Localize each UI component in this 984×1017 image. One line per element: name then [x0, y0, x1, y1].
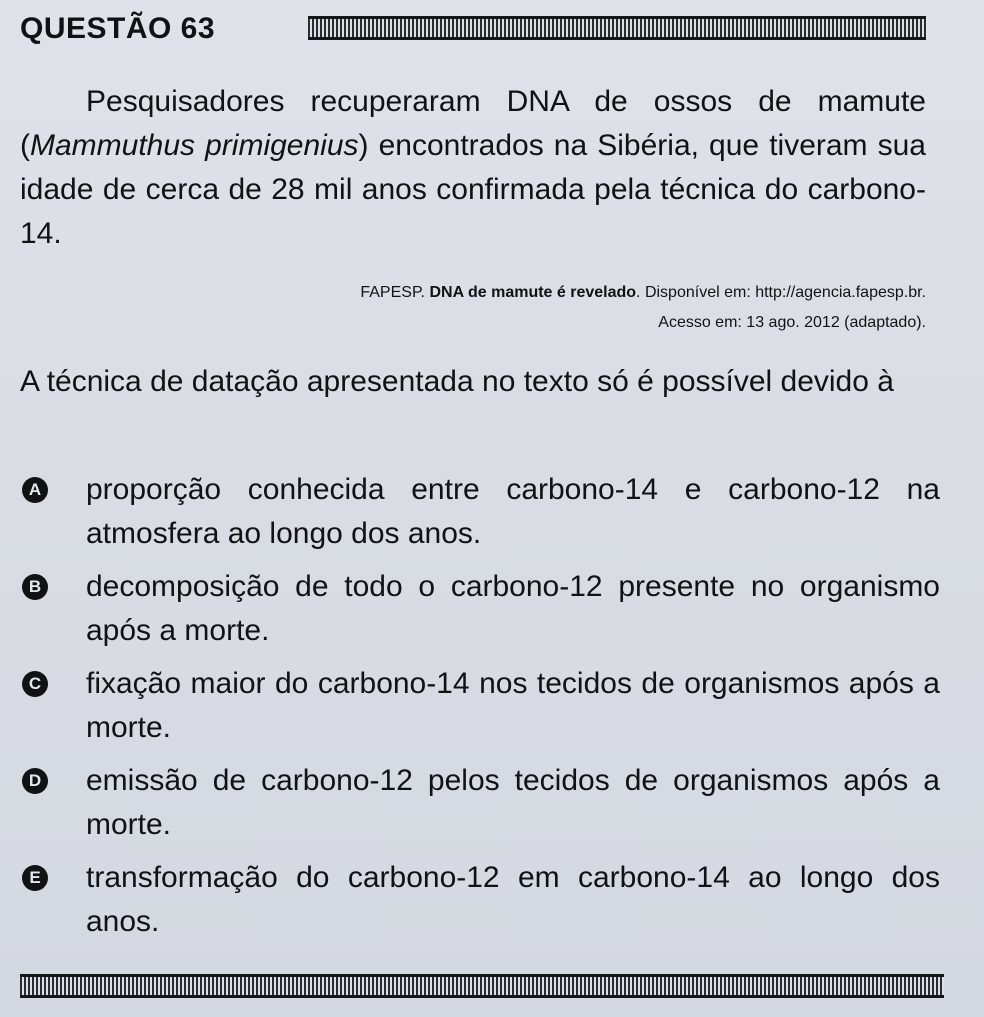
source-available: . Disponível em: http://agencia.fapesp.br. [636, 284, 926, 301]
intro-paragraph [20, 80, 926, 256]
answer-options [20, 468, 940, 953]
intro-text-start: Pesquisadores recuperaram DNA de ossos de mamute ( [20, 85, 926, 162]
footer-rule [20, 974, 944, 998]
question-stem: A técnica de datação apresentada no texto só é possível devido à [20, 365, 894, 398]
option-c-text: fixação maior do carbono-14 nos tecidos de organismos após a morte. [86, 667, 940, 744]
source-access: Acesso em: 13 ago. 2012 (adaptado). [658, 314, 926, 331]
question-header [20, 8, 930, 52]
option-a[interactable] [20, 468, 940, 556]
option-e-text: transformação do carbono-12 em carbono-14 ao longo dos anos. [86, 861, 940, 938]
option-d-text: emissão de carbono-12 pelos tecidos de organismos após a morte. [86, 764, 940, 841]
option-d[interactable] [20, 759, 940, 847]
source-citation [120, 278, 926, 338]
option-b-letter-badge: B [22, 574, 48, 600]
option-e[interactable] [20, 856, 940, 944]
option-d-letter-badge: D [22, 768, 48, 794]
option-c[interactable] [20, 662, 940, 750]
option-e-letter-badge: E [22, 865, 48, 891]
source-org: FAPESP. [360, 284, 425, 301]
option-a-text: proporção conhecida entre carbono-14 e carbono-12 na atmosfera ao longo dos anos. [86, 473, 940, 550]
option-b[interactable] [20, 565, 940, 653]
source-article: DNA de mamute é revelado [429, 284, 637, 301]
question-number: QUESTÃO 63 [20, 12, 216, 45]
source-line-1 [120, 278, 926, 308]
option-c-letter-badge: C [22, 671, 48, 697]
intro-text-end: ) encontrados na Sibéria, que tiveram sua idade de cerca de 28 mil anos confirmada pela técnica do carbono-14. [20, 129, 926, 250]
option-b-text: decomposição de todo o carbono-12 presente no organismo após a morte. [86, 570, 940, 647]
header-rule [308, 16, 926, 40]
species-name: Mammuthus primigenius [30, 129, 359, 162]
option-a-letter-badge: A [22, 477, 48, 503]
